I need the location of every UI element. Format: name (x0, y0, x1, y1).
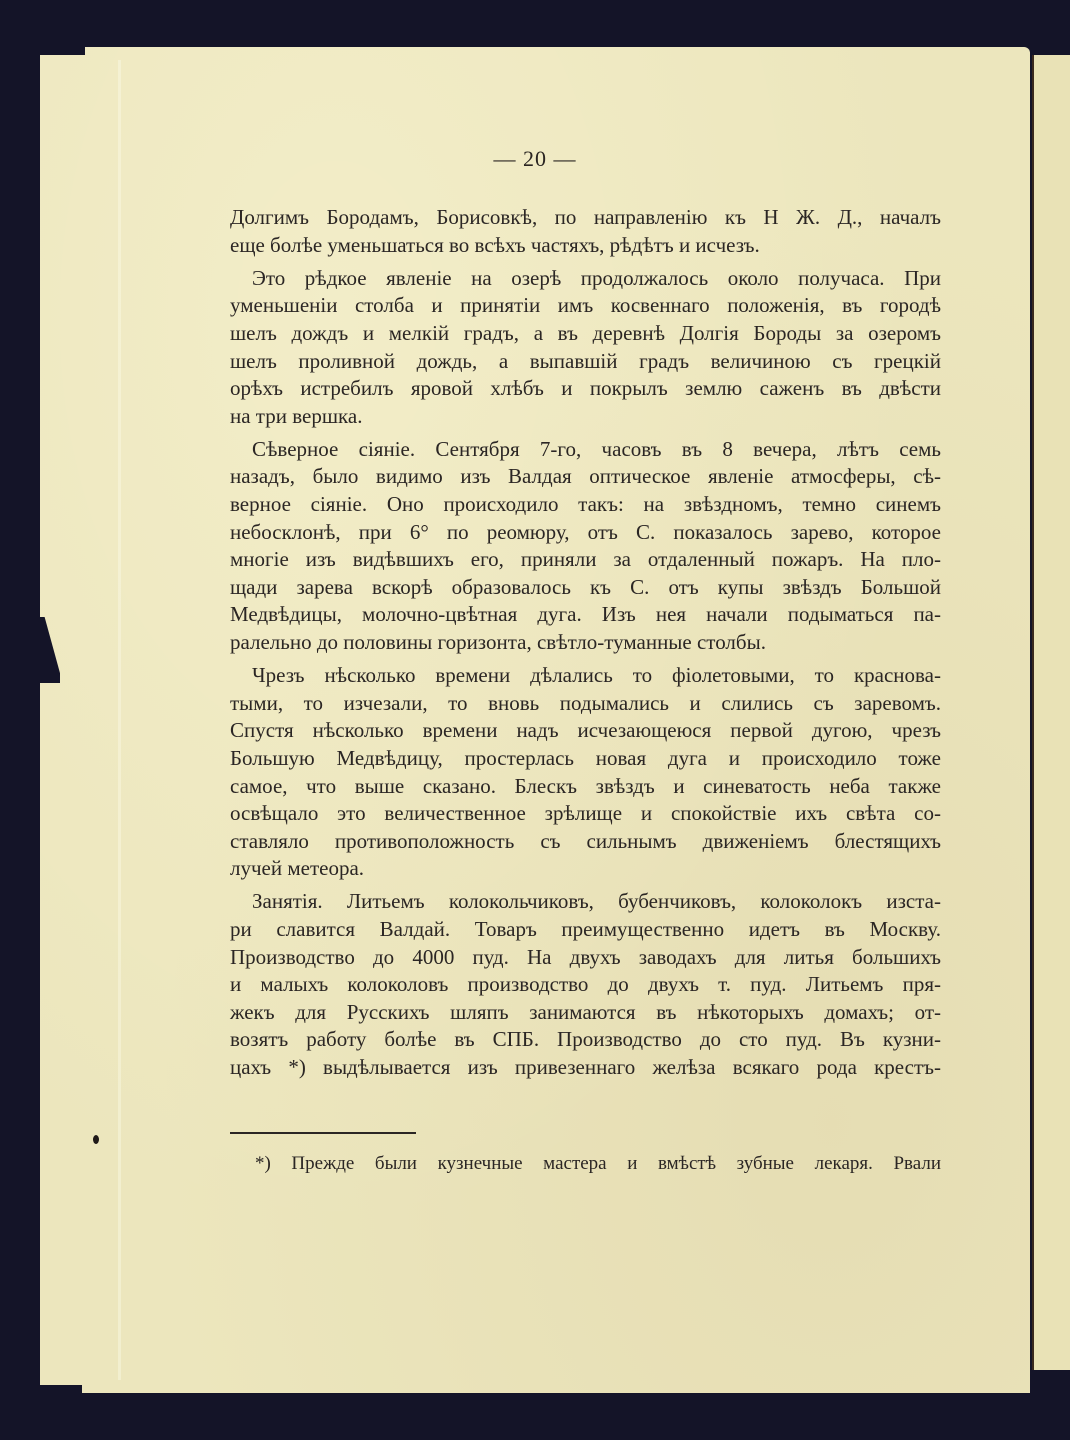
text-line: Долгимъ Бородамъ, Борисовкѣ, по направленію къ Н Ж. Д., началъ (230, 205, 941, 229)
text-line: верное сіяніе. Оно происходило такъ: на звѣздномъ, темно синемъ (230, 492, 941, 516)
text-line: щади зарева вскорѣ образовалось къ С. отъ купы звѣздъ Большой (230, 574, 941, 599)
text-line: и малыхъ колоколовъ производство до двухъ т. пуд. Литьемъ пря- (230, 972, 941, 997)
page-crease (118, 60, 121, 1380)
text-line: на три вершка. (230, 403, 363, 428)
text-line: многіе изъ видѣвшихъ его, приняли за отдаленный пожаръ. На пло- (230, 547, 941, 572)
text-line: ри славится Валдай. Товаръ преимущественно идетъ въ Москву. (230, 917, 941, 941)
text-line: Это рѣдкое явленіе на озерѣ продолжалось около получаса. При (252, 265, 941, 290)
text-line: шелъ проливной дождь, а выпавшій градъ величиною съ грецкій (230, 348, 941, 373)
text-line: лучей метеора. (230, 856, 365, 881)
torn-edge-top (40, 47, 85, 55)
text-line: назадъ, было видимо изъ Валдая оптическое явленіе атмосферы, сѣ- (230, 464, 941, 489)
text-line: жекъ для Русскихъ шляпъ занимаются въ нѣкоторыхъ домахъ; от- (230, 999, 941, 1024)
text-line: Чрезъ нѣсколько времени дѣлались то фіолетовыми, то краснова- (252, 663, 941, 688)
text-line: небосклонѣ, при 6° по реомюру, отъ С. показалось зарево, которое (230, 519, 941, 544)
text-line: Производство до 4000 пуд. На двухъ заводахъ для литья большихъ (230, 944, 941, 969)
text-line: Большую Медвѣдицу, простерлась новая дуга и происходило тоже (230, 745, 941, 770)
text-line: шелъ дождъ и мелкій градъ, а въ деревнѣ Долгія Бороды за озеромъ (230, 320, 941, 345)
text-line: Занятія. Литьемъ колокольчиковъ, бубенчиковъ, колоколокъ изста- (252, 889, 941, 914)
text-line: Спустя нѣсколько времени надъ исчезающеюся первой дугою, чрезъ (230, 718, 941, 743)
text-line: еще болѣе уменьшаться во всѣхъ частяхъ, рѣдѣтъ и исчезъ. (230, 232, 760, 257)
text-line: цахъ *) выдѣлывается изъ привезеннаго желѣза всякаго рода крестъ- (230, 1055, 941, 1079)
torn-edge-bottom (40, 1385, 82, 1395)
text-line: возятъ работу болѣе въ СПБ. Производство до сто пуд. Въ кузни- (230, 1027, 941, 1052)
next-page-edge (1032, 55, 1070, 1370)
text-line: ставляло противоположность съ сильнымъ движеніемъ блестящихъ (230, 828, 941, 853)
text-line: Сѣверное сіяніе. Сентября 7-го, часовъ въ 8 вечера, лѣтъ семь (252, 436, 941, 461)
text-line: самое, что выше сказано. Блескъ звѣздъ и синеватость неба также (230, 773, 941, 798)
page-number: — 20 — (493, 146, 577, 171)
text-line: тыми, то изчезали, то вновь подымались и слились съ заревомъ. (230, 690, 941, 715)
ink-spot (93, 1135, 99, 1144)
text-line: ралельно до половины горизонта, свѣтло-туманные столбы. (230, 630, 766, 654)
text-line: освѣщало это величественное зрѣлище и спокойствіе ихъ свѣта со- (230, 801, 941, 826)
text-line: Медвѣдицы, молочно-цвѣтная дуга. Изъ нея начали подыматься па- (230, 602, 941, 627)
text-line: уменьшеніи столба и принятіи имъ косвеннаго положенія, въ городѣ (230, 293, 941, 318)
text-line: орѣхъ истребилъ яровой хлѣбъ и покрылъ землю саженъ въ двѣсти (230, 376, 941, 401)
footnote-rule (230, 1132, 416, 1134)
footnote: *) Прежде были кузнечные мастера и вмѣстѣ зубные лекаря. Рвали (255, 1153, 941, 1174)
